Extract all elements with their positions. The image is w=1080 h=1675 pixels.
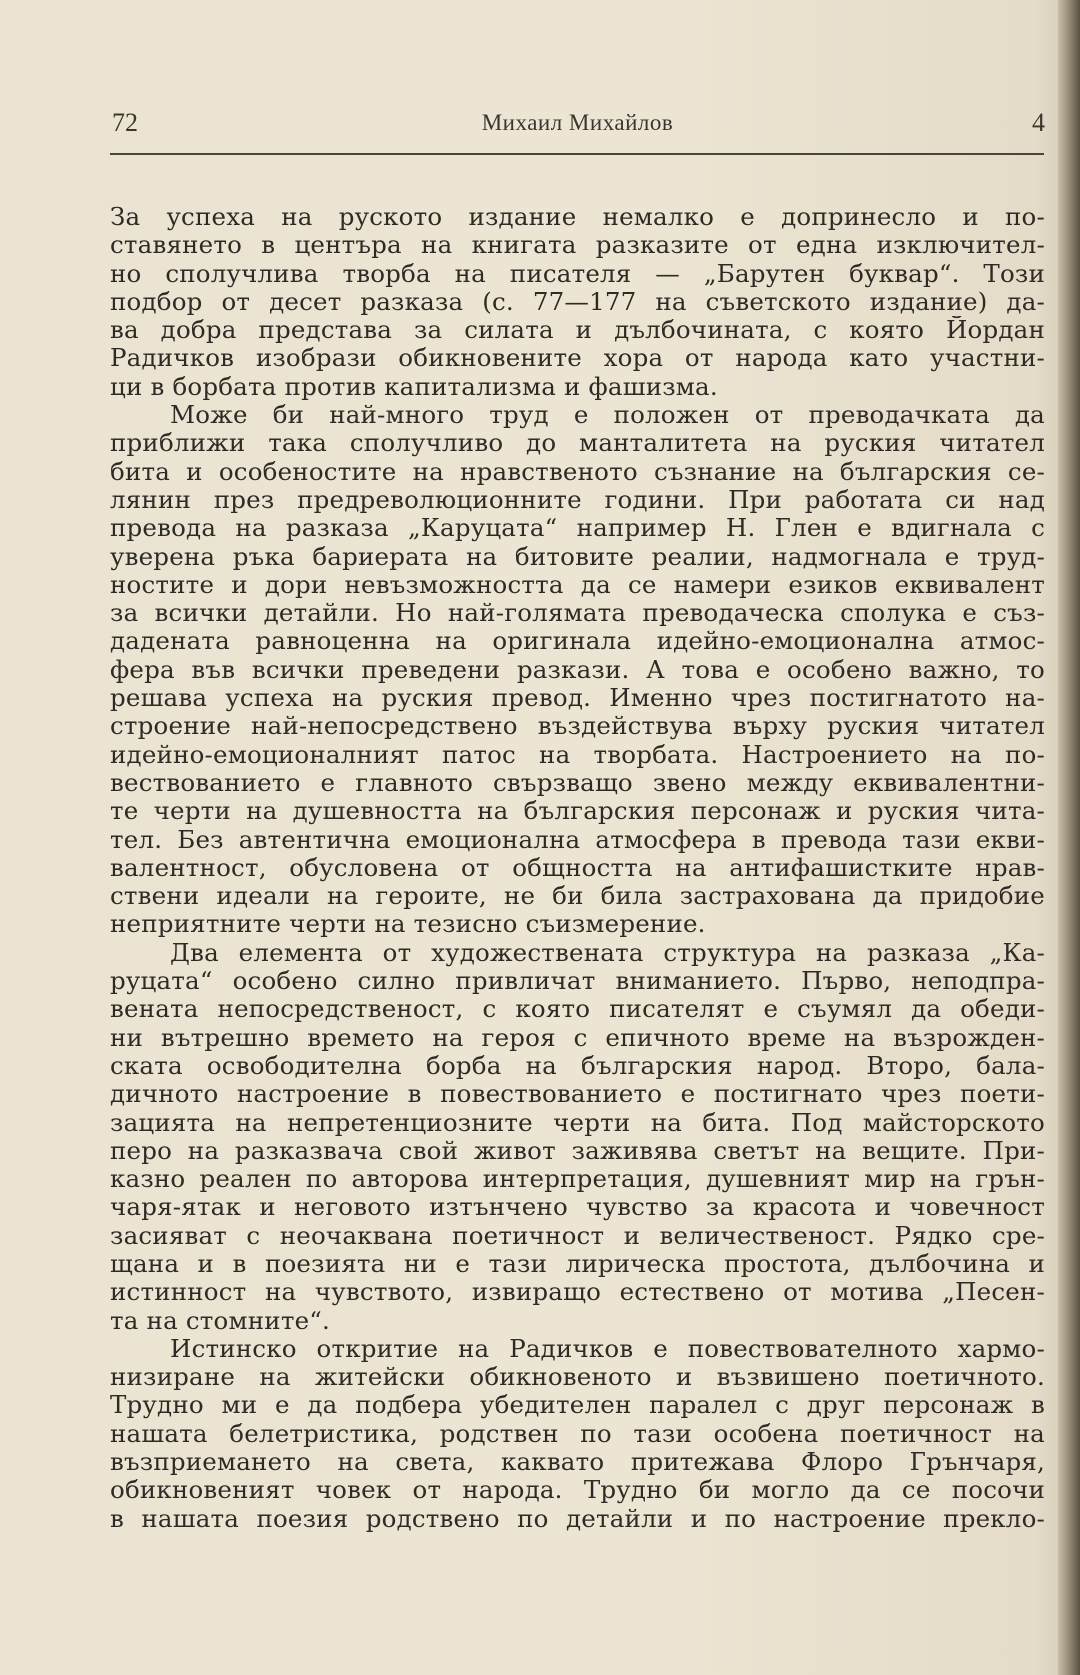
text-line: Два елемента от художествената структура на разказа „Ка- xyxy=(170,938,1045,967)
text-line: вествованието е главното свързващо звено между еквивалентни- xyxy=(110,768,1045,797)
text-line: Истинско откритие на Радичков е повествователното хармо- xyxy=(170,1334,1045,1363)
text-line: ставянето в центъра на книгата разказите от една изключител- xyxy=(110,231,1045,260)
text-line: фера във всички преведени разкази. А това е особено важно, то xyxy=(110,655,1045,684)
text-line: за всички детайли. Но най-голямата преводаческа сполука е съз- xyxy=(110,599,1045,628)
text-line: казно реален по авторова интерпретация, душевният мир на грън- xyxy=(110,1165,1045,1194)
text-line: ностите и дори невъзможността да се намери езиков еквивалент xyxy=(110,570,1045,599)
text-line: дичното настроение в повествованието е постигнато чрез поети- xyxy=(110,1080,1045,1109)
text-line: превода на разказа „Каруцата“ например Н. Глен е вдигнала с xyxy=(110,514,1045,543)
text-line: дадената равноценна на оригинала идейно-емоционална атмос- xyxy=(110,627,1045,656)
text-line: подбор от десет разказа (с. 77—177 на съветското издание) да- xyxy=(110,287,1045,316)
text-line: Радичков изобрази обикновените хора от народа като участни- xyxy=(110,344,1045,373)
binding-edge xyxy=(1058,0,1080,1675)
text-line: строение най-непосредствено въздействува върху руския читател xyxy=(110,712,1045,741)
text-line: те черти на душевността на българския персонаж и руския чита- xyxy=(110,797,1045,826)
text-line: ва добра представа за силата и дълбочината, с която Йордан xyxy=(110,316,1045,345)
text-line: лянин през предреволюционните години. При работата си над xyxy=(110,485,1045,514)
text-line: валентност, обусловена от общността на антифашистките нрав- xyxy=(110,853,1045,882)
text-line: обикновеният човек от народа. Трудно би могло да се посочи xyxy=(110,1476,1045,1505)
text-line: ската освободителна борба на българския народ. Второ, бала- xyxy=(110,1051,1045,1080)
body-text xyxy=(110,203,1045,1533)
text-line: зацията на непретенциозните черти на бита. Под майсторското xyxy=(110,1108,1045,1137)
text-line: та на стомните“. xyxy=(110,1306,330,1335)
text-line: За успеха на руското издание немалко е допринесло и по- xyxy=(110,203,1045,231)
text-line: истинност на чувството, извиращо естествено от мотива „Песен- xyxy=(110,1278,1045,1307)
text-line: чаря-ятак и неговото изтънчено чувство за красота и човечност xyxy=(110,1193,1045,1222)
text-line: бита и особеностите на нравственото съзнание на българския се- xyxy=(110,457,1045,486)
signature-mark: 4 xyxy=(1032,108,1045,137)
text-line: засияват с неочаквана поетичност и величественост. Рядко сре- xyxy=(110,1221,1045,1250)
page-header xyxy=(110,108,1045,144)
text-line: Трудно ми е да подбера убедителен паралел с друг персонаж в xyxy=(110,1391,1045,1420)
text-line: уверена ръка бариерата на битовите реалии, надмогнала е труд- xyxy=(110,542,1045,571)
text-line: перо на разказвача свой живот заживява светът на вещите. При- xyxy=(110,1136,1045,1165)
text-line: но сполучлива творба на писателя — „Барутен буквар“. Този xyxy=(110,259,1045,288)
page-number: 72 xyxy=(112,108,138,137)
text-line: руцата“ особено силно привличат вниманието. Първо, неподпра- xyxy=(110,967,1045,996)
header-rule xyxy=(110,153,1044,155)
text-line: ствени идеали на героите, не би била застрахована да придобие xyxy=(110,882,1045,911)
text-line: низиране на житейски обикновеното и възвишено поетичното. xyxy=(110,1363,1045,1392)
running-title: Михаил Михайлов xyxy=(481,110,674,135)
text-line: в нашата поезия родствено по детайли и по настроение прекло- xyxy=(110,1504,1045,1533)
text-line: възприемането на света, каквато притежава Флоро Грънчаря, xyxy=(110,1448,1045,1477)
text-line: приближи така сполучливо до манталитета на руския читател xyxy=(110,429,1045,458)
text-line: нашата белетристика, родствен по тази особена поетичност на xyxy=(110,1419,1045,1448)
text-line: ни вътрешно времето на героя с епичното време на възрожден- xyxy=(110,1023,1045,1052)
text-line: идейно-емоционалният патос на творбата. Настроението на по- xyxy=(110,740,1045,769)
text-line: неприятните черти на тезисно съизмерение. xyxy=(110,910,706,939)
text-line: тел. Без автентична емоционална атмосфера в превода тази екви- xyxy=(110,825,1045,854)
text-line: решава успеха на руския превод. Именно чрез постигнатото на- xyxy=(110,684,1045,713)
text-line: вената непосредственост, с която писателят е съумял да обеди- xyxy=(110,995,1045,1024)
text-line: щана и в поезията ни е тази лирическа простота, дълбочина и xyxy=(110,1249,1045,1278)
text-line: ци в борбата против капитализма и фашизма. xyxy=(110,372,718,401)
text-line: Може би най-много труд е положен от преводачката да xyxy=(170,401,1045,430)
